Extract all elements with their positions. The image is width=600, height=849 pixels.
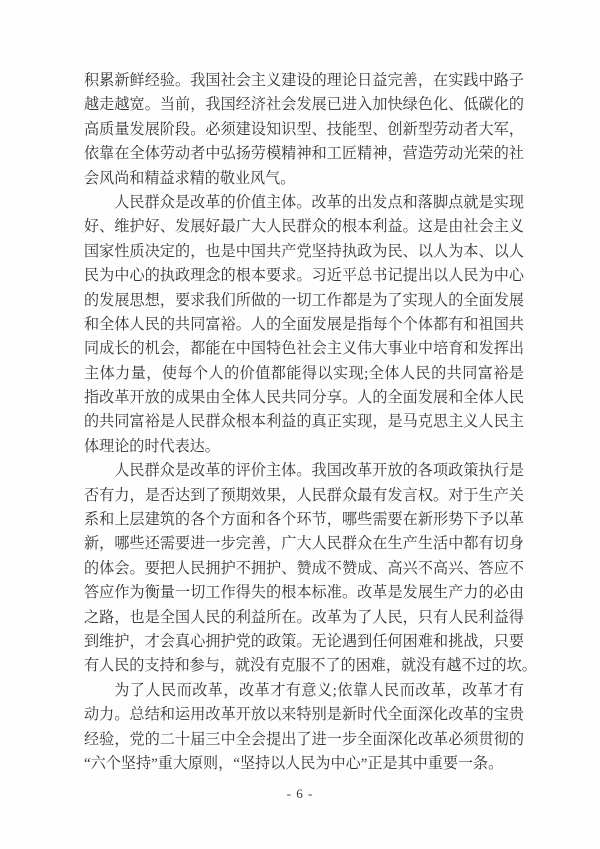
page-number: - 6 - <box>286 786 314 801</box>
text-line: 依靠在全体劳动者中弘扬劳模精神和工匠精神，营造劳动光荣的社 <box>84 146 524 163</box>
text-line: 答应作为衡量一切工作得失的根本标准。改革是发展生产力的必由 <box>84 585 524 602</box>
text-line: 积累新鲜经验。我国社会主义建设的理论日益完善，在实践中路子 <box>84 73 524 89</box>
text-line: 国家性质决定的，也是中国共产党坚持执政为民、以人为本、以人 <box>84 243 524 260</box>
paragraph-4 <box>84 679 524 777</box>
paragraph-2 <box>84 191 524 459</box>
text-line: 之路，也是全国人民的利益所在。改革为了人民，只有人民利益得 <box>84 609 524 626</box>
text-line: 为了人民而改革，改革才有意义;依靠人民而改革，改革才有 <box>114 682 524 699</box>
text-line: 有人民的支持和参与，就没有克服不了的困难，就没有越不过的坎。 <box>84 658 537 675</box>
paragraph-3 <box>84 459 537 679</box>
text-line: 和全体人民的共同富裕。人的全面发展是指每个个体都有和祖国共 <box>84 316 524 333</box>
document-body <box>84 69 537 776</box>
text-line: 动力。总结和运用改革开放以来特别是新时代全面深化改革的宝贵 <box>84 707 524 724</box>
text-line: 同成长的机会，都能在中国特色社会主义伟大事业中培育和发挥出 <box>84 341 524 358</box>
text-line: 民为中心的执政理念的根本要求。习近平总书记提出以人民为中心 <box>84 268 524 285</box>
text-line: 指改革开放的成果由全体人民共同分享。人的全面发展和全体人民 <box>84 390 524 407</box>
text-line: 人民群众是改革的价值主体。改革的出发点和落脚点就是实现 <box>114 194 524 211</box>
text-line: 的共同富裕是人民群众根本利益的真正实现，是马克思主义人民主 <box>84 414 524 431</box>
paragraph-1 <box>84 69 524 191</box>
text-line: 好、维护好、发展好最广大人民群众的根本利益。这是由社会主义 <box>84 219 524 236</box>
text-line: “六个坚持”重大原则，“坚持以人民为中心”正是其中重要一条。 <box>84 755 504 772</box>
text-line: 人民群众是改革的评价主体。我国改革开放的各项政策执行是 <box>114 463 524 480</box>
text-line: 到维护，才会真心拥护党的政策。无论遇到任何困难和挑战，只要 <box>84 633 524 650</box>
text-line: 经验，党的二十届三中全会提出了进一步全面深化改革必须贯彻的 <box>84 731 524 748</box>
text-line: 系和上层建筑的各个方面和各个环节，哪些需要在新形势下予以革 <box>84 512 524 529</box>
text-line: 否有力，是否达到了预期效果，人民群众最有发言权。对于生产关 <box>84 487 524 504</box>
text-line: 体理论的时代表达。 <box>84 438 220 455</box>
text-line: 的体会。要把人民拥护不拥护、赞成不赞成、高兴不高兴、答应不 <box>84 560 524 577</box>
text-line: 主体力量，使每个人的价值都能得以实现;全体人民的共同富裕是 <box>84 365 524 382</box>
text-line: 的发展思想，要求我们所做的一切工作都是为了实现人的全面发展 <box>84 292 524 309</box>
text-line: 高质量发展阶段。必须建设知识型、技能型、创新型劳动者大军， <box>84 121 524 138</box>
text-line: 新，哪些还需要进一步完善，广大人民群众在生产生活中都有切身 <box>84 536 524 553</box>
text-line: 越走越宽。当前，我国经济社会发展已进入加快绿色化、低碳化的 <box>84 97 524 114</box>
text-line: 会风尚和精益求精的敬业风气。 <box>84 170 296 187</box>
